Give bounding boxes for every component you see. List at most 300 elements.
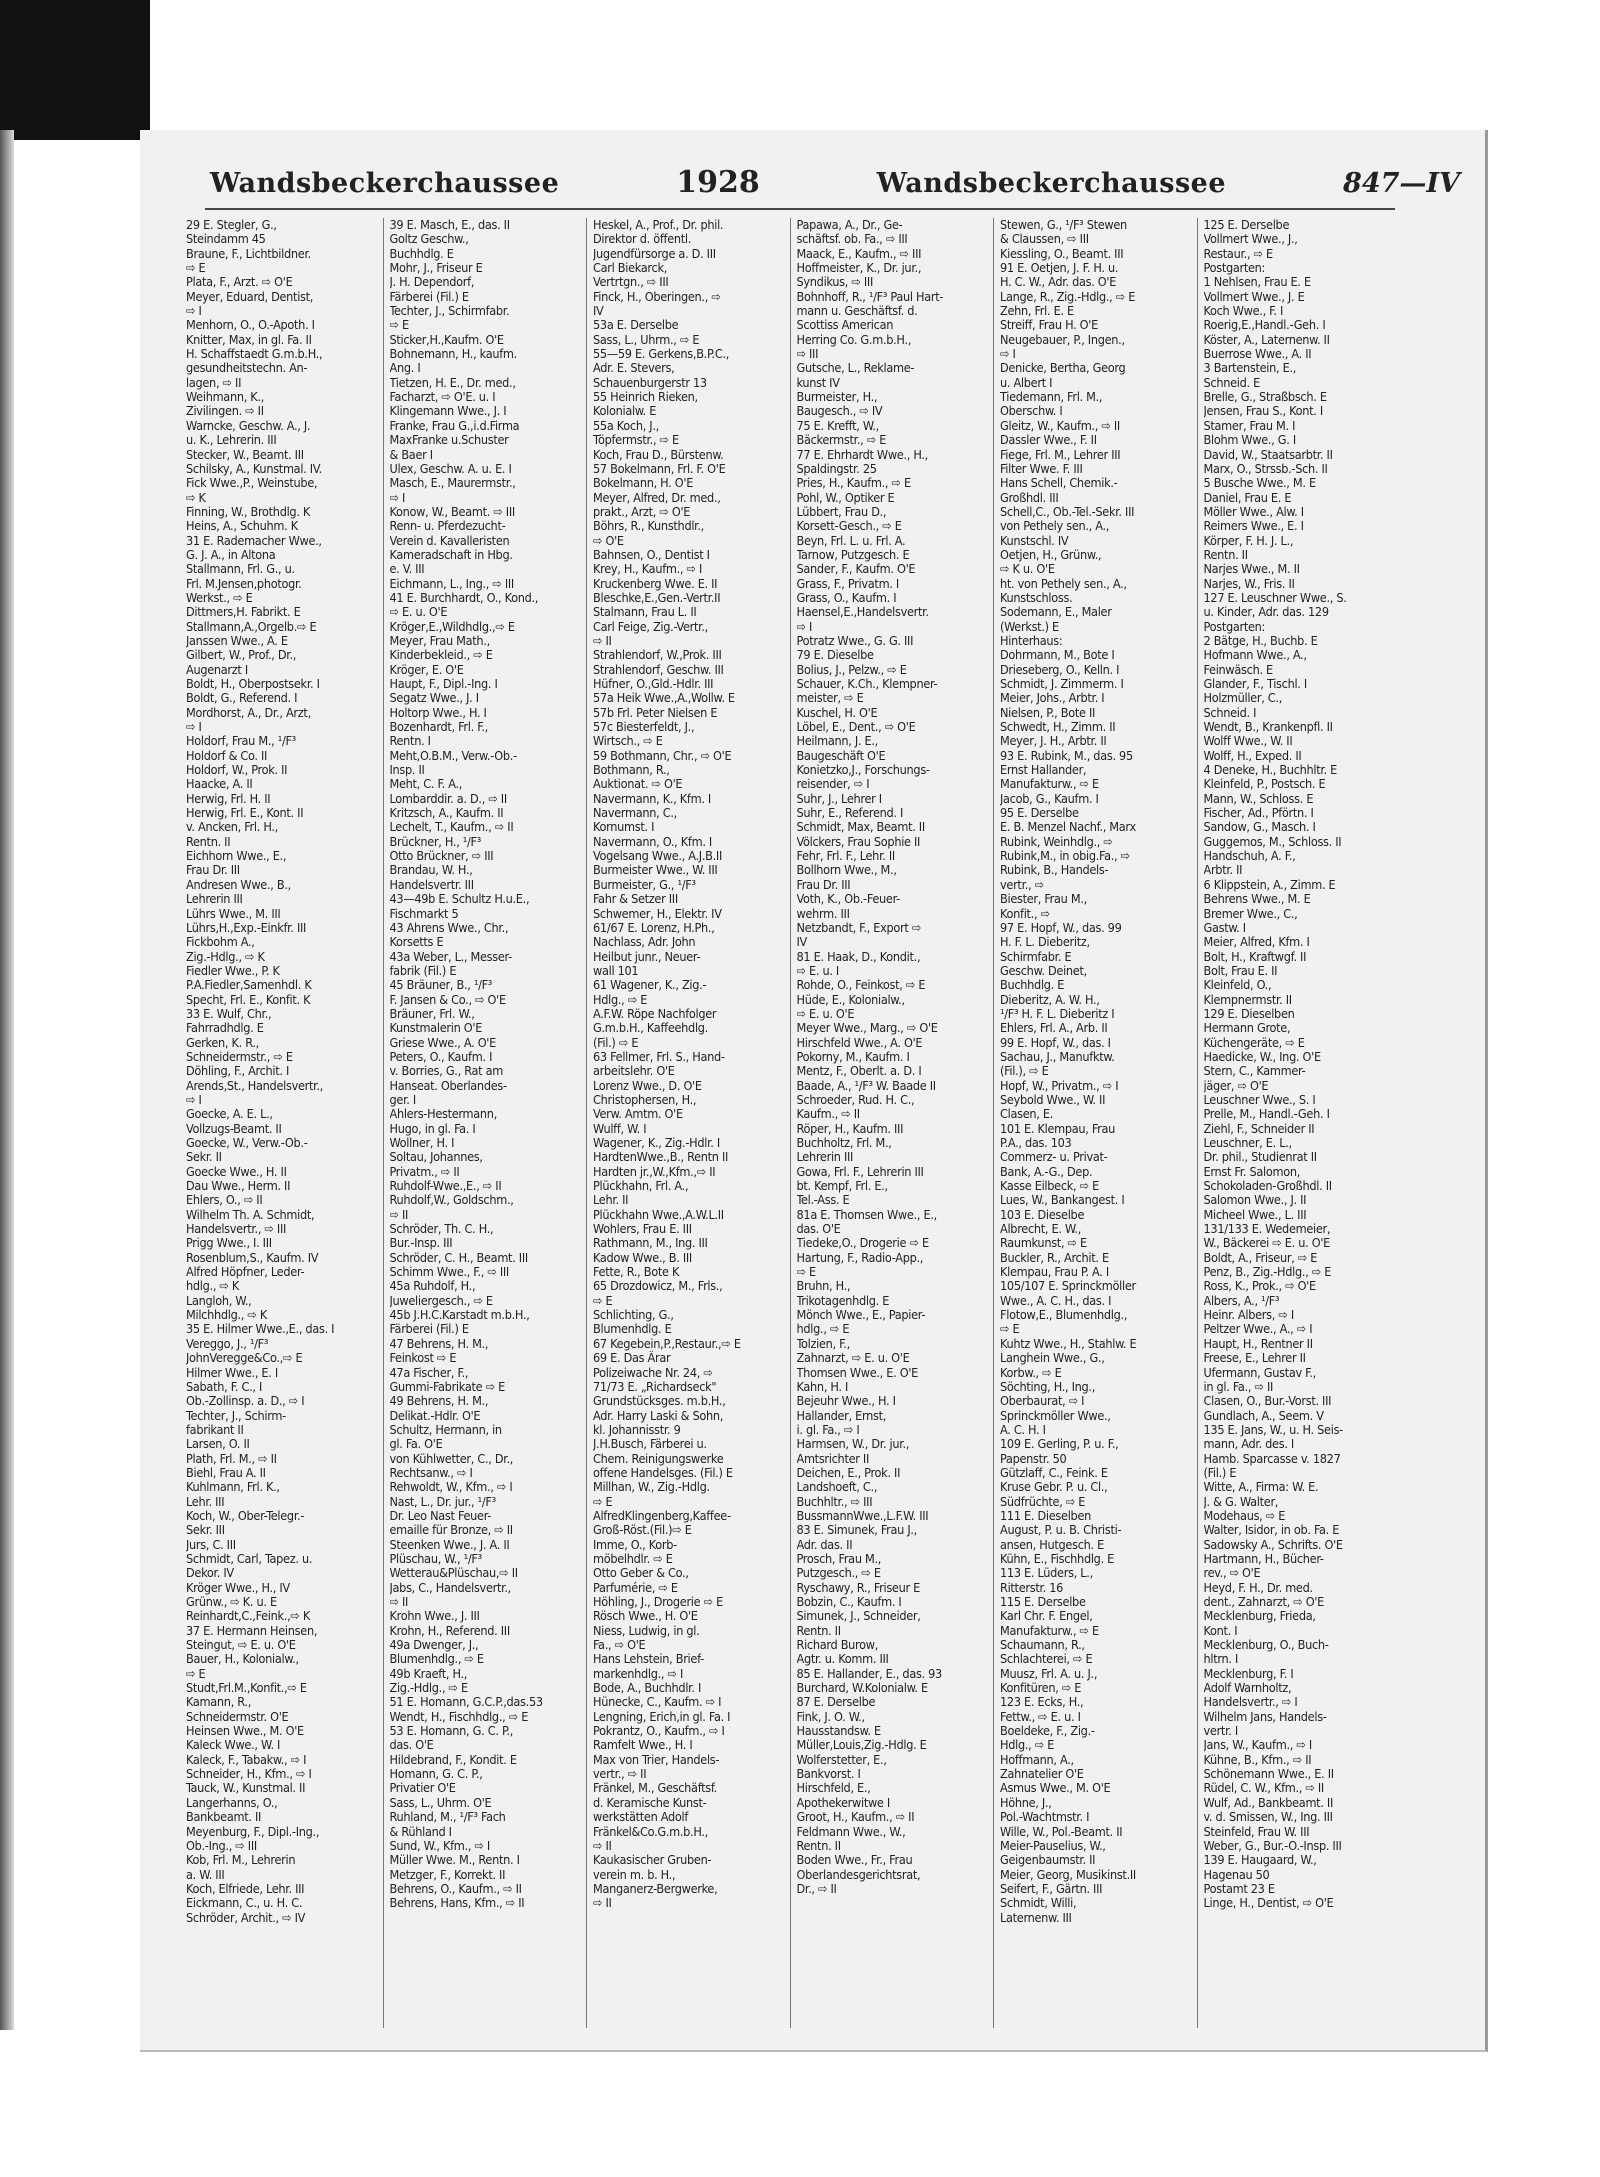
directory-entry-line: Bräuner, Frl. W., <box>389 1006 475 1021</box>
directory-entry-line: jäger, ⇨ O'E <box>1203 1078 1269 1093</box>
directory-entry-line: Burmeister, G., ¹/F³ <box>593 877 696 892</box>
directory-entry-line: Tiedeke,O., Drogerie ⇨ E <box>796 1236 929 1251</box>
directory-entry-line: Wilhelm Th. A. Schmidt, <box>186 1207 315 1222</box>
directory-entry-line: 113 E. Lüders, L., <box>1000 1566 1093 1581</box>
directory-entry-line: Apothekerwitwe I <box>796 1795 890 1810</box>
directory-entry-line: (Fil.), ⇨ E <box>1000 1064 1049 1079</box>
directory-entry-line: Rüdel, C. W., Kfm., ⇨ II <box>1203 1781 1324 1796</box>
directory-entry-line: Heinsen Wwe., M. O'E <box>186 1724 304 1739</box>
directory-entry-line: Handelsvertr., ⇨ I <box>1203 1695 1298 1710</box>
directory-entry-line: Simunek, J., Schneider, <box>796 1609 921 1624</box>
directory-column <box>587 218 791 2028</box>
directory-entry-line: Hans Lehstein, Brief- <box>593 1652 704 1667</box>
directory-entry-line: Holdorf, W., Prok. II <box>186 763 288 778</box>
directory-entry-line: Ehlers, O., ⇨ II <box>186 1193 263 1208</box>
directory-entry-line: Hans Schell, Chemik.- <box>1000 476 1118 491</box>
directory-entry-line: Rechtsanw., ⇨ I <box>389 1465 473 1480</box>
directory-entry-line: Tel.-Ass. E <box>796 1193 850 1208</box>
directory-entry-line: Techter, J., Schirmfabr. <box>389 304 510 319</box>
directory-entry-line: Kuschel, H. O'E <box>796 705 878 720</box>
directory-entry-line: Papawa, A., Dr., Ge- <box>796 218 903 232</box>
directory-entry-line: Färberei (Fil.) E <box>389 1322 469 1337</box>
header-street-right: Wandsbeckerchaussee <box>876 168 1227 199</box>
directory-entry-line: 55a Koch, J., <box>593 418 659 433</box>
directory-entry-line: Finning, W., Brothdlg. K <box>186 504 311 519</box>
directory-entry-line: Schmidt, Max, Beamt. II <box>796 820 925 835</box>
directory-entry-line: Wolferstetter, E., <box>796 1752 887 1767</box>
directory-entry-line: Schlichting, G., <box>593 1308 674 1323</box>
directory-entry-line: Oberschw. I <box>1000 404 1063 419</box>
directory-entry-line: 4 Deneke, H., Buchhltr. E <box>1203 763 1338 778</box>
directory-entry-line: Kuhtz Wwe., H., Stahlw. E <box>1000 1336 1137 1351</box>
directory-entry-line: Zig.-Hdlg., ⇨ E <box>389 1681 468 1696</box>
directory-entry-line: Müller Wwe. M., Rentn. I <box>389 1853 520 1868</box>
directory-entry-line: F. Jansen & Co., ⇨ O'E <box>389 992 506 1007</box>
directory-entry-line: Hinterhaus: <box>1000 633 1063 648</box>
directory-entry-line: Narjes, W., Fris. II <box>1203 576 1295 591</box>
directory-entry-line: Konietzko,J., Forschungs- <box>796 763 930 778</box>
directory-entry-line: Steinfeld, Frau W. III <box>1203 1824 1310 1839</box>
directory-entry-line: Holzmüller, C., <box>1203 691 1282 706</box>
directory-entry-line: Dekor. IV <box>186 1566 234 1581</box>
directory-entry-line: Klempnermstr. II <box>1203 992 1292 1007</box>
directory-entry-line: Rentn. II <box>186 834 231 849</box>
directory-entry-line: Hermann Grote, <box>1203 1021 1291 1036</box>
directory-entry-line: 99 E. Hopf, W., das. I <box>1000 1035 1111 1050</box>
directory-entry-line: Fehr, Frl. F., Lehr. II <box>796 849 895 864</box>
directory-entry-line: Finck, H., Oberingen., ⇨ <box>593 289 721 304</box>
directory-entry-line: Haacke, A. II <box>186 777 253 792</box>
directory-entry-line: Albrecht, E. W., <box>1000 1222 1081 1237</box>
directory-entry-line: 79 E. Dieselbe <box>796 648 874 663</box>
directory-entry-line: Körper, F. H. J. L., <box>1203 533 1294 548</box>
directory-entry-line: Knitter, Max, in gl. Fa. II <box>186 332 312 347</box>
directory-entry-line: Flotow,E., Blumenhdlg., <box>1000 1308 1128 1323</box>
directory-entry-line: 103 E. Dieselbe <box>1000 1207 1085 1222</box>
directory-entry-line: 3 Bartenstein, E., <box>1203 361 1297 376</box>
directory-entry-line: Köster, A., Laternenw. II <box>1203 332 1330 347</box>
directory-entry-line: Meyenburg, F., Dipl.-Ing., <box>186 1824 320 1839</box>
directory-entry-line: Gleitz, W., Kaufm., ⇨ II <box>1000 418 1120 433</box>
directory-entry-line: Kritzsch, A., Kaufm. II <box>389 806 504 821</box>
directory-entry-line: Korsett-Gesch., ⇨ E <box>796 519 902 534</box>
directory-entry-line: Sass, L., Uhrm. O'E <box>389 1795 492 1810</box>
directory-entry-line: 93 E. Rubink, M., das. 95 <box>1000 748 1133 763</box>
directory-entry-line: ⇨ O'E <box>593 533 624 548</box>
directory-entry-line: u. Kinder, Adr. das. 129 <box>1203 605 1329 620</box>
directory-entry-line: Glander, F., Tischl. I <box>1203 677 1307 691</box>
directory-entry-line: Blumenhdlg., ⇨ E <box>389 1652 484 1667</box>
directory-entry-line: Bolius, J., Pelzw., ⇨ E <box>796 662 907 677</box>
directory-entry-line: Ernst Hallander, <box>1000 763 1087 778</box>
directory-entry-line: 31 E. Rademacher Wwe., <box>186 533 322 548</box>
directory-entry-line: Vollmert Wwe., J. E <box>1203 289 1305 304</box>
directory-entry-line: Meyer, Eduard, Dentist, <box>186 289 314 304</box>
directory-entry-line: G. J. A., in Altona <box>186 547 276 562</box>
directory-entry-line: i. gl. Fa., ⇨ I <box>796 1422 860 1437</box>
directory-entry-line: Delikat.-Hdlr. O'E <box>389 1408 481 1423</box>
directory-entry-line: Hünecke, C., Kaufm. ⇨ I <box>593 1695 722 1710</box>
directory-entry-line: Grass, F., Privatm. I <box>796 576 899 591</box>
directory-entry-line: Kinderbekleid., ⇨ E <box>389 648 493 663</box>
directory-entry-line: Insp. II <box>389 763 425 778</box>
directory-entry-line: Muusz, Frl. A. u. J., <box>1000 1666 1098 1681</box>
directory-entry-line: 83 E. Simunek, Frau J., <box>796 1523 917 1538</box>
directory-entry-line: Clasen, E. <box>1000 1107 1054 1122</box>
directory-entry-line: Schröder, Archit., ⇨ IV <box>186 1910 306 1925</box>
directory-entry-line: möbelhdlr. ⇨ E <box>593 1551 673 1566</box>
directory-entry-line: Buchhdlg. E <box>389 246 454 261</box>
directory-entry-line: Bozenhardt, Frl. F., <box>389 720 488 735</box>
directory-entry-line: J. H. Dependorf, <box>389 275 475 290</box>
directory-entry-line: Korsetts E <box>389 935 444 950</box>
directory-entry-line: Konfit., ⇨ <box>1000 906 1050 921</box>
directory-entry-line: Färberei (Fil.) E <box>389 289 469 304</box>
directory-entry-line: ger. I <box>389 1092 416 1107</box>
directory-entry-line: Schroeder, Rud. H. C., <box>796 1092 915 1107</box>
directory-entry-line: Lombarddir. a. D., ⇨ II <box>389 791 507 806</box>
directory-entry-line: Kühne, B., Kfm., ⇨ II <box>1203 1752 1312 1767</box>
directory-entry-line: Geschw. Deinet, <box>1000 963 1087 978</box>
directory-entry-line: Witte, A., Firma: W. E. <box>1203 1480 1319 1495</box>
directory-entry-line: Buchhltr., ⇨ III <box>796 1494 873 1509</box>
directory-entry-line: ⇨ I <box>796 619 813 634</box>
directory-entry-line: Streiff, Frau H. O'E <box>1000 318 1098 333</box>
directory-entry-line: Großhdl. III <box>1000 490 1059 505</box>
directory-entry-line: Prelle, M., Handl.-Geh. I <box>1203 1107 1330 1122</box>
directory-entry-line: Ufermann, Gustav F., <box>1203 1365 1316 1380</box>
directory-entry-line: Dr. phil., Studienrat II <box>1203 1150 1317 1165</box>
directory-entry-line: W., Bäckerei ⇨ E. u. O'E <box>1203 1236 1330 1251</box>
directory-entry-line: Stallmann,A.,Orgelb.⇨ E <box>186 619 317 634</box>
directory-entry-line: Krohn Wwe., J. III <box>389 1609 480 1624</box>
directory-entry-line: Spaldingstr. 25 <box>796 461 877 476</box>
directory-entry-line: Brelle, G., Straßbsch. E <box>1203 390 1327 405</box>
directory-entry-line: ⇨ E <box>389 318 409 333</box>
directory-entry-line: Meht,O.B.M., Verw.-Ob.- <box>389 748 517 763</box>
directory-entry-line: 65 Drozdowicz, M., Frls., <box>593 1279 723 1294</box>
header-year: 1928 <box>676 165 760 200</box>
directory-entry-line: Heskel, A., Prof., Dr. phil. <box>593 218 724 232</box>
directory-entry-line: Kornumst. I <box>593 820 655 835</box>
directory-entry-line: Handelsvertr. III <box>389 877 474 892</box>
directory-entry-line: Hugo, in gl. Fa. I <box>389 1121 476 1136</box>
directory-entry-line: Tolzien, F., <box>796 1336 850 1351</box>
directory-entry-line: rev., ⇨ O'E <box>1203 1566 1261 1581</box>
directory-entry-line: Ziehl, F., Schneider II <box>1203 1121 1315 1136</box>
directory-entry-line: Lues, W., Bankangest. I <box>1000 1193 1125 1208</box>
directory-entry-line: Christophersen, H., <box>593 1092 697 1107</box>
directory-entry-line: ⇨ III <box>796 347 819 362</box>
directory-entry-line: Küchengeräte, ⇨ E <box>1203 1035 1305 1050</box>
directory-entry-line: mann u. Geschäftsf. d. <box>796 304 918 319</box>
directory-entry-line: Kuhlmann, Frl. K., <box>186 1480 280 1495</box>
directory-entry-line: Töpfermstr., ⇨ E <box>593 433 679 448</box>
scan-edge-shadow <box>0 130 14 2030</box>
directory-entry-line: 53 E. Homann, G. C. P., <box>389 1724 514 1739</box>
directory-entry-line: Bolt, Frau E. II <box>1203 963 1278 978</box>
directory-entry-line: E. B. Menzel Nachf., Marx <box>1000 820 1136 835</box>
directory-entry-line: Koch, Elfriede, Lehr. III <box>186 1881 305 1896</box>
directory-entry-line: Warncke, Geschw. A., J. <box>186 418 311 433</box>
directory-entry-line: schäftsf. ob. Fa., ⇨ III <box>796 232 908 247</box>
directory-entry-line: 49b Kraeft, H., <box>389 1666 468 1681</box>
directory-entry-line: Kameradschaft in Hbg. <box>389 547 513 562</box>
directory-entry-line: 47 Behrens, H. M., <box>389 1336 489 1351</box>
directory-entry-line: ⇨ E. u. O'E <box>796 1006 855 1021</box>
directory-entry-line: 95 E. Derselbe <box>1000 806 1079 821</box>
header-street-left: Wandsbeckerchaussee <box>210 168 560 199</box>
directory-entry-line: Linge, H., Dentist, ⇨ O'E <box>1203 1896 1334 1911</box>
directory-entry-line: Nachlass, Adr. John <box>593 935 696 950</box>
directory-entry-line: Reimers Wwe., E. I <box>1203 519 1304 534</box>
directory-entry-line: Dassler Wwe., F. II <box>1000 433 1097 448</box>
directory-entry-line: 33 E. Wulf, Chr., <box>186 1006 272 1021</box>
directory-entry-line: Haupt, F., Dipl.-Ing. I <box>389 677 498 691</box>
directory-entry-line: Schaumann, R., <box>1000 1638 1085 1653</box>
directory-entry-line: Krey, H., Kaufm., ⇨ I <box>593 562 703 577</box>
directory-entry-line: Kunstschloss. <box>1000 590 1073 605</box>
directory-entry-line: Schmidt, J. Zimmerm. I <box>1000 677 1124 691</box>
directory-entry-line: ⇨ E <box>593 1494 613 1509</box>
directory-entry-line: 2 Bätge, H., Buchb. E <box>1203 633 1318 648</box>
directory-entry-line: ht. von Pethely sen., A., <box>1000 576 1127 591</box>
directory-entry-line: (Werkst.) E <box>1000 619 1059 634</box>
directory-entry-line: Haensel,E.,Handelsvertr. <box>796 605 929 620</box>
directory-entry-line: Leuschner Wwe., S. I <box>1203 1092 1316 1107</box>
directory-entry-line: Thomsen Wwe., E. O'E <box>796 1365 918 1380</box>
directory-entry-line: Gowa, Frl. F., Lehrerin III <box>796 1164 924 1179</box>
directory-entry-line: Meyer, Frau Math., <box>389 633 490 648</box>
directory-entry-line: Gerken, K. R., <box>186 1035 259 1050</box>
directory-entry-line: Buchholtz, Frl. M., <box>796 1136 892 1150</box>
directory-entry-line: Tietzen, H. E., Dr. med., <box>389 375 516 390</box>
directory-entry-line: Söchting, H., Ing., <box>1000 1379 1096 1394</box>
directory-entry-line: (Fil.) ⇨ E <box>593 1035 639 1050</box>
directory-entry-line: IV <box>593 304 604 319</box>
directory-entry-line: 67 Kegebein,P.,Restaur.,⇨ E <box>593 1336 741 1351</box>
directory-entry-line: Kleinfeld, O., <box>1203 978 1272 993</box>
directory-entry-line: Restaur., ⇨ E <box>1203 246 1273 261</box>
directory-entry-line: Wetterau&Plüschau,⇨ II <box>389 1566 518 1581</box>
directory-entry-line: Manufakturw., ⇨ E <box>1000 777 1099 792</box>
directory-entry-line: das. O'E <box>796 1222 841 1237</box>
directory-entry-line: wall 101 <box>593 963 639 978</box>
directory-entry-line: Nast, L., Dr. jur., ¹/F³ <box>389 1494 496 1509</box>
directory-entry-line: G.m.b.H., Kaffeehdlg. <box>593 1021 708 1036</box>
directory-entry-line: Wille, W., Pol.-Beamt. II <box>1000 1824 1123 1839</box>
directory-entry-line: Kunstmalerin O'E <box>389 1021 483 1036</box>
directory-entry-line: a. W. III <box>186 1867 225 1882</box>
directory-entry-line: 61/67 E. Lorenz, H.Ph., <box>593 920 715 935</box>
directory-entry-line: Niess, Ludwig, in gl. <box>593 1623 700 1638</box>
directory-entry-line: Stallmann, Frl. G., u. <box>186 562 295 577</box>
directory-entry-line: Zivilingen. ⇨ II <box>186 404 264 419</box>
directory-entry-line: Lehrerin III <box>186 892 243 907</box>
directory-entry-line: Haedicke, W., Ing. O'E <box>1203 1049 1321 1064</box>
directory-entry-line: Fränkel&Co.G.m.b.H., <box>593 1824 708 1839</box>
directory-entry-line: Behrens Wwe., M. E <box>1203 892 1311 907</box>
directory-entry-line: v. Borries, G., Rat am <box>389 1064 503 1079</box>
directory-entry-line: vertr. I <box>1203 1724 1238 1739</box>
directory-entry-line: reisender, ⇨ I <box>796 777 870 792</box>
directory-entry-line: Krohn, H., Referend. III <box>389 1623 510 1638</box>
directory-entry-line: Jurs, C. III <box>186 1537 236 1552</box>
directory-entry-line: Rohde, O., Feinkost, ⇨ E <box>796 978 926 993</box>
directory-entry-line: Feinwäsch. E <box>1203 662 1273 677</box>
directory-entry-line: Herring Co. G.m.b.H., <box>796 332 912 347</box>
directory-entry-line: Kaufm., ⇨ II <box>796 1107 860 1122</box>
directory-entry-line: 49a Dwenger, J., <box>389 1638 479 1653</box>
directory-entry-line: Kruckenberg Wwe. E. II <box>593 576 718 591</box>
directory-entry-line: & Claussen, ⇨ III <box>1000 232 1089 247</box>
directory-entry-line: Kahn, H. I <box>796 1379 849 1394</box>
directory-entry-line: Stalmann, Frau L. II <box>593 605 697 620</box>
directory-entry-line: Röper, H., Kaufm. III <box>796 1121 904 1136</box>
directory-entry-line: BussmannWwe.,L.F.W. III <box>796 1508 929 1523</box>
directory-entry-line: Völckers, Frau Sophie II <box>796 834 921 849</box>
directory-entry-line: Hoffmann, A., <box>1000 1752 1074 1767</box>
directory-entry-line: Pol.-Wachtmstr. I <box>1000 1810 1090 1825</box>
directory-entry-line: Schönemann Wwe., E. II <box>1203 1767 1334 1782</box>
directory-entry-line: Gutsche, L., Reklame- <box>796 361 915 376</box>
directory-entry-line: Guggemos, M., Schloss. II <box>1203 834 1342 849</box>
directory-entry-line: Privatier O'E <box>389 1781 456 1796</box>
directory-entry-line: Kaleck Wwe., W. I <box>186 1738 281 1753</box>
directory-entry-line: Agtr. u. Komm. III <box>796 1652 889 1667</box>
directory-entry-line: Privatm., ⇨ II <box>389 1164 460 1179</box>
directory-entry-line: Korbw., ⇨ E <box>1000 1365 1062 1380</box>
directory-entry-line: Langloh, W., <box>186 1293 252 1308</box>
directory-entry-line: Fette, R., Bote K <box>593 1265 680 1280</box>
directory-entry-line: Holdorf, Frau M., ¹/F³ <box>186 734 296 749</box>
directory-entry-line: d. Keramische Kunst- <box>593 1795 707 1810</box>
directory-entry-line: Kasse Eilbeck, ⇨ E <box>1000 1179 1099 1194</box>
directory-entry-line: Schauer, K.Ch., Klempner- <box>796 677 938 691</box>
directory-entry-line: Pokrantz, O., Kaufm., ⇨ I <box>593 1724 725 1739</box>
directory-entry-line: verein m. b. H., <box>593 1867 676 1882</box>
directory-entry-line: Mönch Wwe., E., Papier- <box>796 1308 926 1323</box>
directory-entry-line: Rehwoldt, W., Kfm., ⇨ I <box>389 1480 513 1495</box>
directory-entry-line: Kaukasischer Gruben- <box>593 1853 712 1868</box>
directory-entry-line: ⇨ II <box>389 1207 409 1222</box>
directory-entry-line: Bode, A., Buchhdlr. I <box>593 1681 702 1696</box>
directory-entry-line: 131/133 E. Wedemeier, <box>1203 1222 1331 1237</box>
directory-entry-line: Tauck, W., Kunstmal. II <box>186 1781 306 1796</box>
directory-entry-line: Direktor d. öffentl. <box>593 232 692 247</box>
directory-entry-line: Plüschau, W., ¹/F³ <box>389 1551 482 1566</box>
directory-entry-line: Jacob, G., Kaufm. I <box>1000 791 1099 806</box>
directory-entry-line: lagen, ⇨ II <box>186 375 242 390</box>
directory-entry-line: markenhdlg., ⇨ I <box>593 1666 684 1681</box>
directory-entry-line: 45b J.H.C.Karstadt m.b.H., <box>389 1308 530 1323</box>
directory-entry-line: Hagenau 50 <box>1203 1867 1270 1882</box>
directory-entry-line: Braune, F., Lichtbildner. <box>186 246 311 261</box>
directory-entry-line: ⇨ II <box>593 1896 612 1911</box>
directory-entry-line: Grünw., ⇨ K. u. E <box>186 1595 277 1609</box>
directory-entry-line: Suhr, E., Referend. I <box>796 806 904 821</box>
directory-entry-line: Bruhn, H., <box>796 1279 851 1294</box>
directory-entry-line: 45a Ruhdolf, H., <box>389 1279 476 1294</box>
directory-entry-line: hdlg., ⇨ E <box>796 1322 850 1337</box>
directory-entry-line: prakt., Arzt, ⇨ O'E <box>593 504 691 519</box>
directory-entry-line: Wulf, Ad., Bankbeamt. II <box>1203 1795 1333 1810</box>
directory-entry-line: Hallander, Ernst, <box>796 1408 887 1423</box>
directory-entry-line: Rubink,M., in obig.Fa., ⇨ <box>1000 849 1130 864</box>
directory-entry-line: Peters, O., Kaufm. I <box>389 1049 493 1064</box>
directory-entry-line: Potratz Wwe., G. G. III <box>796 633 914 648</box>
directory-entry-line: JohnVeregge&Co.,⇨ E <box>186 1351 303 1366</box>
directory-entry-line: Fränkel, M., Geschäftsf. <box>593 1781 717 1796</box>
directory-entry-line: Richard Burow, <box>796 1638 879 1653</box>
directory-entry-line: Eickmann, C., u. H. C. <box>186 1896 303 1911</box>
directory-entry-line: Frau Dr. III <box>186 863 240 878</box>
directory-entry-line: Fiedler Wwe., P. K <box>186 963 280 978</box>
directory-entry-line: Schwedt, H., Zimm. II <box>1000 720 1116 735</box>
directory-entry-line: Goecke Wwe., H. II <box>186 1164 287 1179</box>
directory-entry-line: Zahnatelier O'E <box>1000 1767 1084 1782</box>
directory-entry-line: H. F. L. Dieberitz, <box>1000 935 1090 950</box>
directory-entry-line: Burmeister, H., <box>796 390 878 405</box>
directory-entry-line: Haupt, H., Rentner II <box>1203 1336 1313 1351</box>
directory-entry-line: Pries, H., Kaufm., ⇨ E <box>796 476 911 491</box>
directory-entry-line: Raumkunst, ⇨ E <box>1000 1236 1087 1251</box>
directory-entry-line: Hdlg., ⇨ E <box>593 992 648 1007</box>
directory-entry-line: 125 E. Derselbe <box>1203 218 1290 232</box>
directory-entry-line: Kröger, E. O'E <box>389 662 464 677</box>
directory-entry-line: 85 E. Hallander, E., das. 93 <box>796 1666 942 1681</box>
directory-entry-line: Hartmann, H., Bücher- <box>1203 1551 1324 1566</box>
directory-entry-line: Parfumérie, ⇨ E <box>593 1580 678 1595</box>
directory-entry-line: Prosch, Frau M., <box>796 1551 882 1566</box>
directory-entry-line: HardtenWwe.,B., Rentn II <box>593 1150 729 1165</box>
directory-entry-line: Lührs,H.,Exp.-Einkfr. III <box>186 920 307 935</box>
directory-column <box>994 218 1198 2028</box>
directory-entry-line: 59 Bothmann, Chr., ⇨ O'E <box>593 748 732 763</box>
directory-entry-line: Sachau, J., Manufktw. <box>1000 1049 1115 1064</box>
directory-entry-line: Kruse Gebr. P. u. Cl., <box>1000 1480 1108 1495</box>
directory-entry-line: Konow, W., Beamt. ⇨ III <box>389 504 515 519</box>
directory-entry-line: Lechelt, T., Kaufm., ⇨ II <box>389 820 514 835</box>
directory-entry-line: Adr. E. Stevers, <box>593 361 675 376</box>
directory-entry-line: Plückhahn, Frl. A., <box>593 1179 689 1194</box>
directory-entry-line: August, P. u. B. Christi- <box>1000 1523 1122 1538</box>
directory-entry-line: Mecklenburg, Frieda, <box>1203 1609 1316 1624</box>
directory-entry-line: Schröder, C. H., Beamt. III <box>389 1250 528 1265</box>
directory-entry-line: Herwig, Frl. E., Kont. II <box>186 806 304 821</box>
directory-entry-line: ⇨ K u. O'E <box>1000 562 1055 577</box>
directory-entry-line: Bankvorst. I <box>796 1767 861 1782</box>
directory-entry-line: Dr. Leo Nast Feuer- <box>389 1508 492 1523</box>
directory-entry-line: Feinkost ⇨ E <box>389 1351 457 1366</box>
directory-entry-line: Renn- u. Pferdezucht- <box>389 519 506 534</box>
directory-entry-line: ⇨ I <box>186 1092 202 1107</box>
directory-entry-line: Frl. M.Jensen,photogr. <box>186 576 302 591</box>
directory-entry-line: Jugendfürsorge a. D. III <box>593 246 716 261</box>
directory-entry-line: Plata, F., Arzt. ⇨ O'E <box>186 275 293 290</box>
directory-entry-line: Steenken Wwe., J. A. II <box>389 1537 510 1552</box>
directory-entry-line: 91 E. Oetjen, J. F. H. u. <box>1000 261 1119 276</box>
directory-entry-line: Rösch Wwe., H. O'E <box>593 1609 698 1624</box>
directory-entry-line: Wagener, K., Zig.-Hdlr. I <box>593 1136 720 1150</box>
directory-entry-line: Stecker, W., Beamt. III <box>186 447 304 462</box>
directory-entry-line: Gundlach, A., Seem. V <box>1203 1408 1324 1423</box>
directory-entry-line: J.H.Busch, Färberei u. <box>593 1437 707 1452</box>
directory-entry-line: 1 Nehlsen, Frau E. E <box>1203 275 1311 290</box>
directory-entry-line: Lehr. II <box>593 1193 629 1208</box>
directory-entry-line: Gilbert, W., Prof., Dr., <box>186 648 297 663</box>
directory-column <box>1198 218 1401 2028</box>
